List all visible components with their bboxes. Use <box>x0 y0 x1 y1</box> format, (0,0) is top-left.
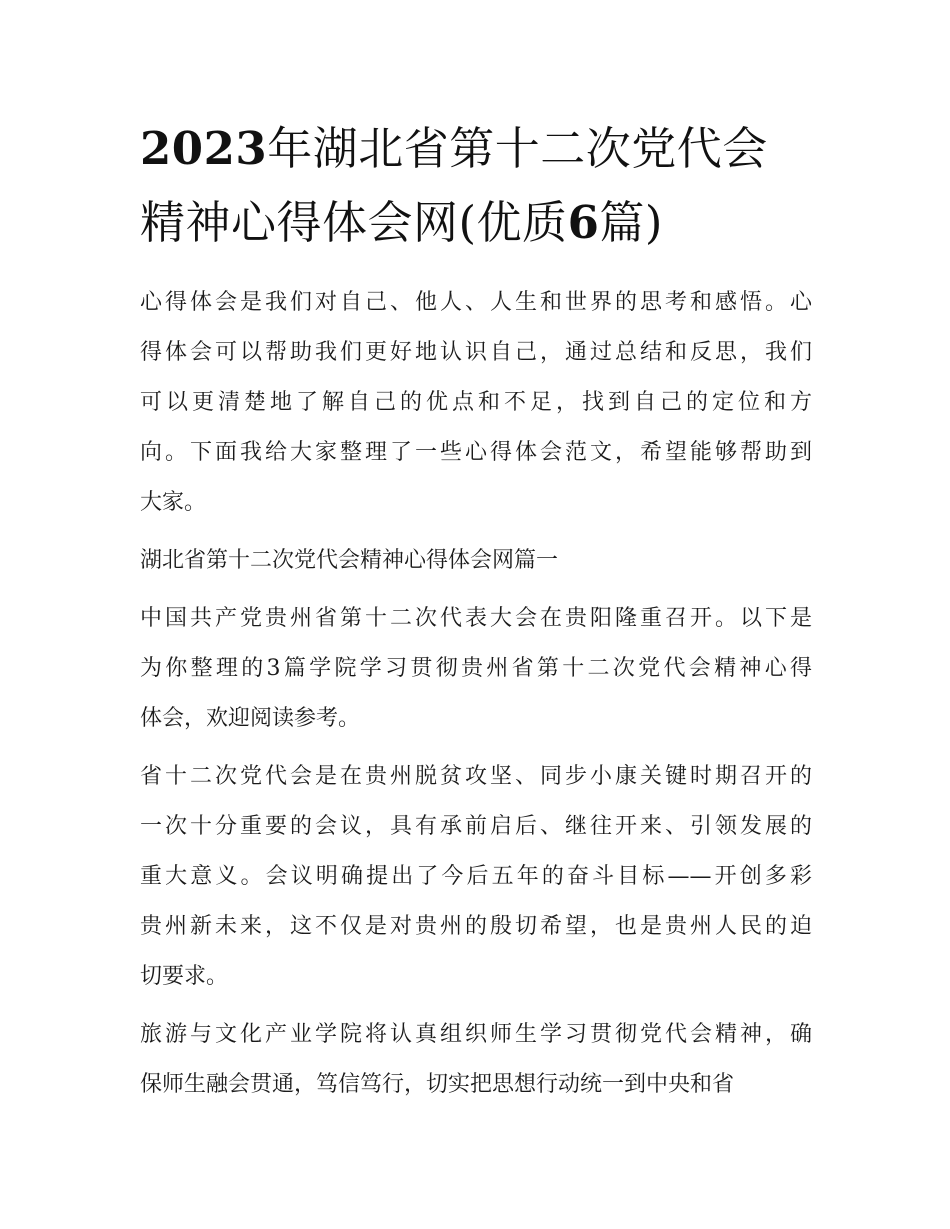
paragraph-line: 向。下面我给大家整理了一些心得体会范文，希望能够帮助到 <box>140 440 812 465</box>
paragraph-line: 重大意义。会议明确提出了今后五年的奋斗目标——开创多彩 <box>140 864 812 889</box>
title-line-1-text: 年湖北省第十二次党代会 <box>267 122 768 175</box>
paragraph-line: 旅游与文化产业学院将认真组织师生学习贯彻党代会精神，确 <box>140 1022 812 1047</box>
paragraph-line: 大家。 <box>140 490 207 515</box>
paragraph-line: 贵州新未来，这不仅是对贵州的殷切希望，也是贵州人民的迫 <box>140 914 812 939</box>
paragraph-line: 得体会可以帮助我们更好地认识自己，通过总结和反思，我们 <box>140 340 812 365</box>
title-count: 6 <box>567 196 600 249</box>
paragraph-line: 中国共产党贵州省第十二次代表大会在贵阳隆重召开。以下是 <box>140 606 812 631</box>
paragraph <box>140 278 812 528</box>
paragraph-line: 可以更清楚地了解自己的优点和不足，找到自己的定位和方 <box>140 390 812 415</box>
title-line-2-text-a: 精神心得体会网(优质 <box>140 196 568 249</box>
paragraph <box>140 752 812 1002</box>
paragraph <box>140 1010 812 1110</box>
title-year: 2023 <box>140 122 268 175</box>
document-body <box>140 278 812 1110</box>
paragraph-line: 为你整理的3篇学院学习贯彻贵州省第十二次党代会精神心得 <box>140 656 812 681</box>
title-line-1 <box>140 112 820 186</box>
paragraph-gap <box>140 586 812 594</box>
paragraph-line: 湖北省第十二次党代会精神心得体会网篇一 <box>140 548 559 573</box>
paragraph-line: 一次十分重要的会议，具有承前启后、继往开来、引领发展的 <box>140 814 812 839</box>
paragraph <box>140 594 812 744</box>
paragraph-line: 省十二次党代会是在贵州脱贫攻坚、同步小康关键时期召开的 <box>140 764 812 789</box>
title-line-2-text-b: 篇) <box>599 196 663 249</box>
paragraph-gap <box>140 744 812 752</box>
paragraph-gap <box>140 528 812 536</box>
paragraph-line: 保师生融会贯通，笃信笃行，切实把思想行动统一到中央和省 <box>140 1072 735 1097</box>
document-title <box>140 112 820 260</box>
paragraph-gap <box>140 1002 812 1010</box>
title-line-2 <box>140 186 820 260</box>
paragraph-line: 体会，欢迎阅读参考。 <box>140 706 361 731</box>
paragraph-line: 心得体会是我们对自己、他人、人生和世界的思考和感悟。心 <box>140 290 812 315</box>
paragraph-line: 切要求。 <box>140 964 229 989</box>
paragraph <box>140 536 812 586</box>
